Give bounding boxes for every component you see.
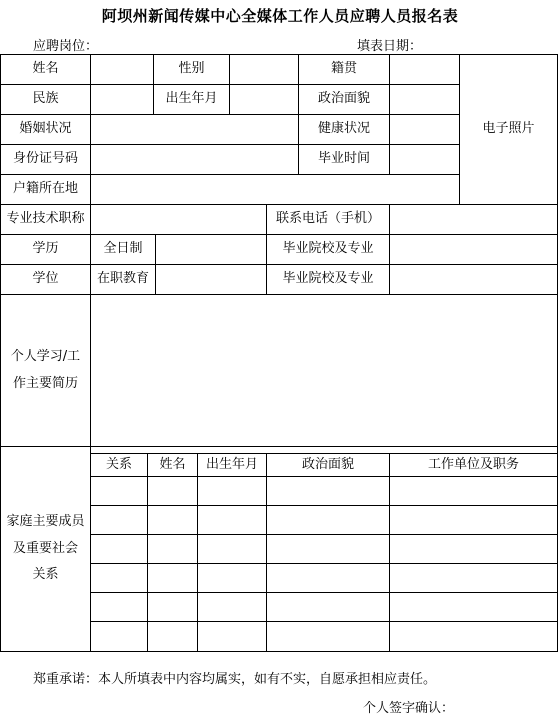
professional-title-field[interactable] bbox=[90, 204, 267, 235]
family-label-line-3: 关系 bbox=[32, 567, 59, 583]
native-place-field[interactable] bbox=[389, 54, 460, 85]
family-header-workplace: 工作单位及职务 bbox=[389, 453, 558, 477]
family-birth-cell[interactable] bbox=[197, 621, 267, 652]
family-political-cell[interactable] bbox=[266, 592, 390, 622]
family-header-relation: 关系 bbox=[90, 453, 148, 477]
family-name-cell[interactable] bbox=[147, 563, 198, 593]
in-service-label: 在职教育 bbox=[90, 264, 156, 295]
form-title: 阿坝州新闻传媒中心全媒体工作人员应聘人员报名表 bbox=[101, 7, 459, 25]
family-workplace-cell[interactable] bbox=[389, 505, 558, 535]
education-label: 学历 bbox=[0, 234, 91, 265]
professional-title-label: 专业技术职称 bbox=[0, 204, 91, 235]
full-time-label: 全日制 bbox=[90, 234, 156, 265]
signature-label: 个人签字确认： bbox=[363, 701, 455, 716]
ethnicity-field[interactable] bbox=[90, 84, 154, 115]
family-name-cell[interactable] bbox=[147, 476, 198, 506]
family-header-political: 政治面貌 bbox=[266, 453, 390, 477]
family-relation-cell[interactable] bbox=[90, 476, 148, 506]
family-name-cell[interactable] bbox=[147, 534, 198, 564]
family-relation-cell[interactable] bbox=[90, 563, 148, 593]
marital-status-label: 婚姻状况 bbox=[0, 114, 91, 145]
resume-label-line-2: 作主要简历 bbox=[12, 375, 78, 391]
full-time-education-field[interactable] bbox=[155, 234, 267, 265]
family-relation-cell[interactable] bbox=[90, 621, 148, 652]
marital-status-field[interactable] bbox=[90, 114, 299, 145]
family-political-cell[interactable] bbox=[266, 621, 390, 652]
family-relation-cell[interactable] bbox=[90, 505, 148, 535]
family-birth-cell[interactable] bbox=[197, 563, 267, 593]
in-service-education-field[interactable] bbox=[155, 264, 267, 295]
household-location-label: 户籍所在地 bbox=[0, 174, 91, 205]
date-label: 填表日期： bbox=[357, 39, 423, 54]
family-birth-cell[interactable] bbox=[197, 592, 267, 622]
family-political-cell[interactable] bbox=[266, 476, 390, 506]
household-location-field[interactable] bbox=[90, 174, 460, 205]
gender-label: 性别 bbox=[153, 54, 230, 85]
contact-phone-label: 联系电话（手机） bbox=[266, 204, 390, 235]
family-label-line-1: 家庭主要成员 bbox=[6, 513, 85, 529]
resume-label-line-1: 个人学习/工 bbox=[10, 348, 81, 364]
health-status-label: 健康状况 bbox=[298, 114, 390, 145]
family-birth-cell[interactable] bbox=[197, 505, 267, 535]
name-field[interactable] bbox=[90, 54, 154, 85]
health-status-field[interactable] bbox=[389, 114, 460, 145]
graduation-time-field[interactable] bbox=[389, 144, 460, 175]
family-name-cell[interactable] bbox=[147, 592, 198, 622]
photo-box[interactable]: 电子照片 bbox=[459, 54, 558, 205]
school-major-label-1: 毕业院校及专业 bbox=[266, 234, 390, 265]
family-name-cell[interactable] bbox=[147, 505, 198, 535]
family-workplace-cell[interactable] bbox=[389, 621, 558, 652]
family-birth-cell[interactable] bbox=[197, 534, 267, 564]
ethnicity-label: 民族 bbox=[0, 84, 91, 115]
family-political-cell[interactable] bbox=[266, 505, 390, 535]
id-number-label: 身份证号码 bbox=[0, 144, 91, 175]
pledge-text: 郑重承诺：本人所填表中内容均属实，如有不实，自愿承担相应责任。 bbox=[33, 672, 437, 687]
application-form bbox=[0, 54, 558, 652]
family-label-line-2: 及重要社会 bbox=[12, 540, 78, 556]
position-label: 应聘岗位： bbox=[33, 39, 99, 54]
name-label: 姓名 bbox=[0, 54, 91, 85]
native-place-label: 籍贯 bbox=[298, 54, 390, 85]
family-workplace-cell[interactable] bbox=[389, 476, 558, 506]
resume-field[interactable] bbox=[90, 294, 558, 447]
full-time-school-field[interactable] bbox=[389, 234, 558, 265]
in-service-school-field[interactable] bbox=[389, 264, 558, 295]
family-workplace-cell[interactable] bbox=[389, 592, 558, 622]
birth-label: 出生年月 bbox=[153, 84, 230, 115]
family-workplace-cell[interactable] bbox=[389, 563, 558, 593]
school-major-label-2: 毕业院校及专业 bbox=[266, 264, 390, 295]
family-header-name: 姓名 bbox=[147, 453, 198, 477]
family-label bbox=[0, 446, 91, 652]
family-political-cell[interactable] bbox=[266, 534, 390, 564]
political-status-label: 政治面貌 bbox=[298, 84, 390, 115]
political-status-field[interactable] bbox=[389, 84, 460, 115]
family-name-cell[interactable] bbox=[147, 621, 198, 652]
degree-label: 学位 bbox=[0, 264, 91, 295]
graduation-time-label: 毕业时间 bbox=[298, 144, 390, 175]
birth-field[interactable] bbox=[229, 84, 299, 115]
resume-label bbox=[0, 294, 91, 447]
id-number-field[interactable] bbox=[90, 144, 299, 175]
family-relation-cell[interactable] bbox=[90, 534, 148, 564]
contact-phone-field[interactable] bbox=[389, 204, 558, 235]
family-header-birth: 出生年月 bbox=[197, 453, 267, 477]
family-workplace-cell[interactable] bbox=[389, 534, 558, 564]
family-relation-cell[interactable] bbox=[90, 592, 148, 622]
family-birth-cell[interactable] bbox=[197, 476, 267, 506]
family-political-cell[interactable] bbox=[266, 563, 390, 593]
gender-field[interactable] bbox=[229, 54, 299, 85]
